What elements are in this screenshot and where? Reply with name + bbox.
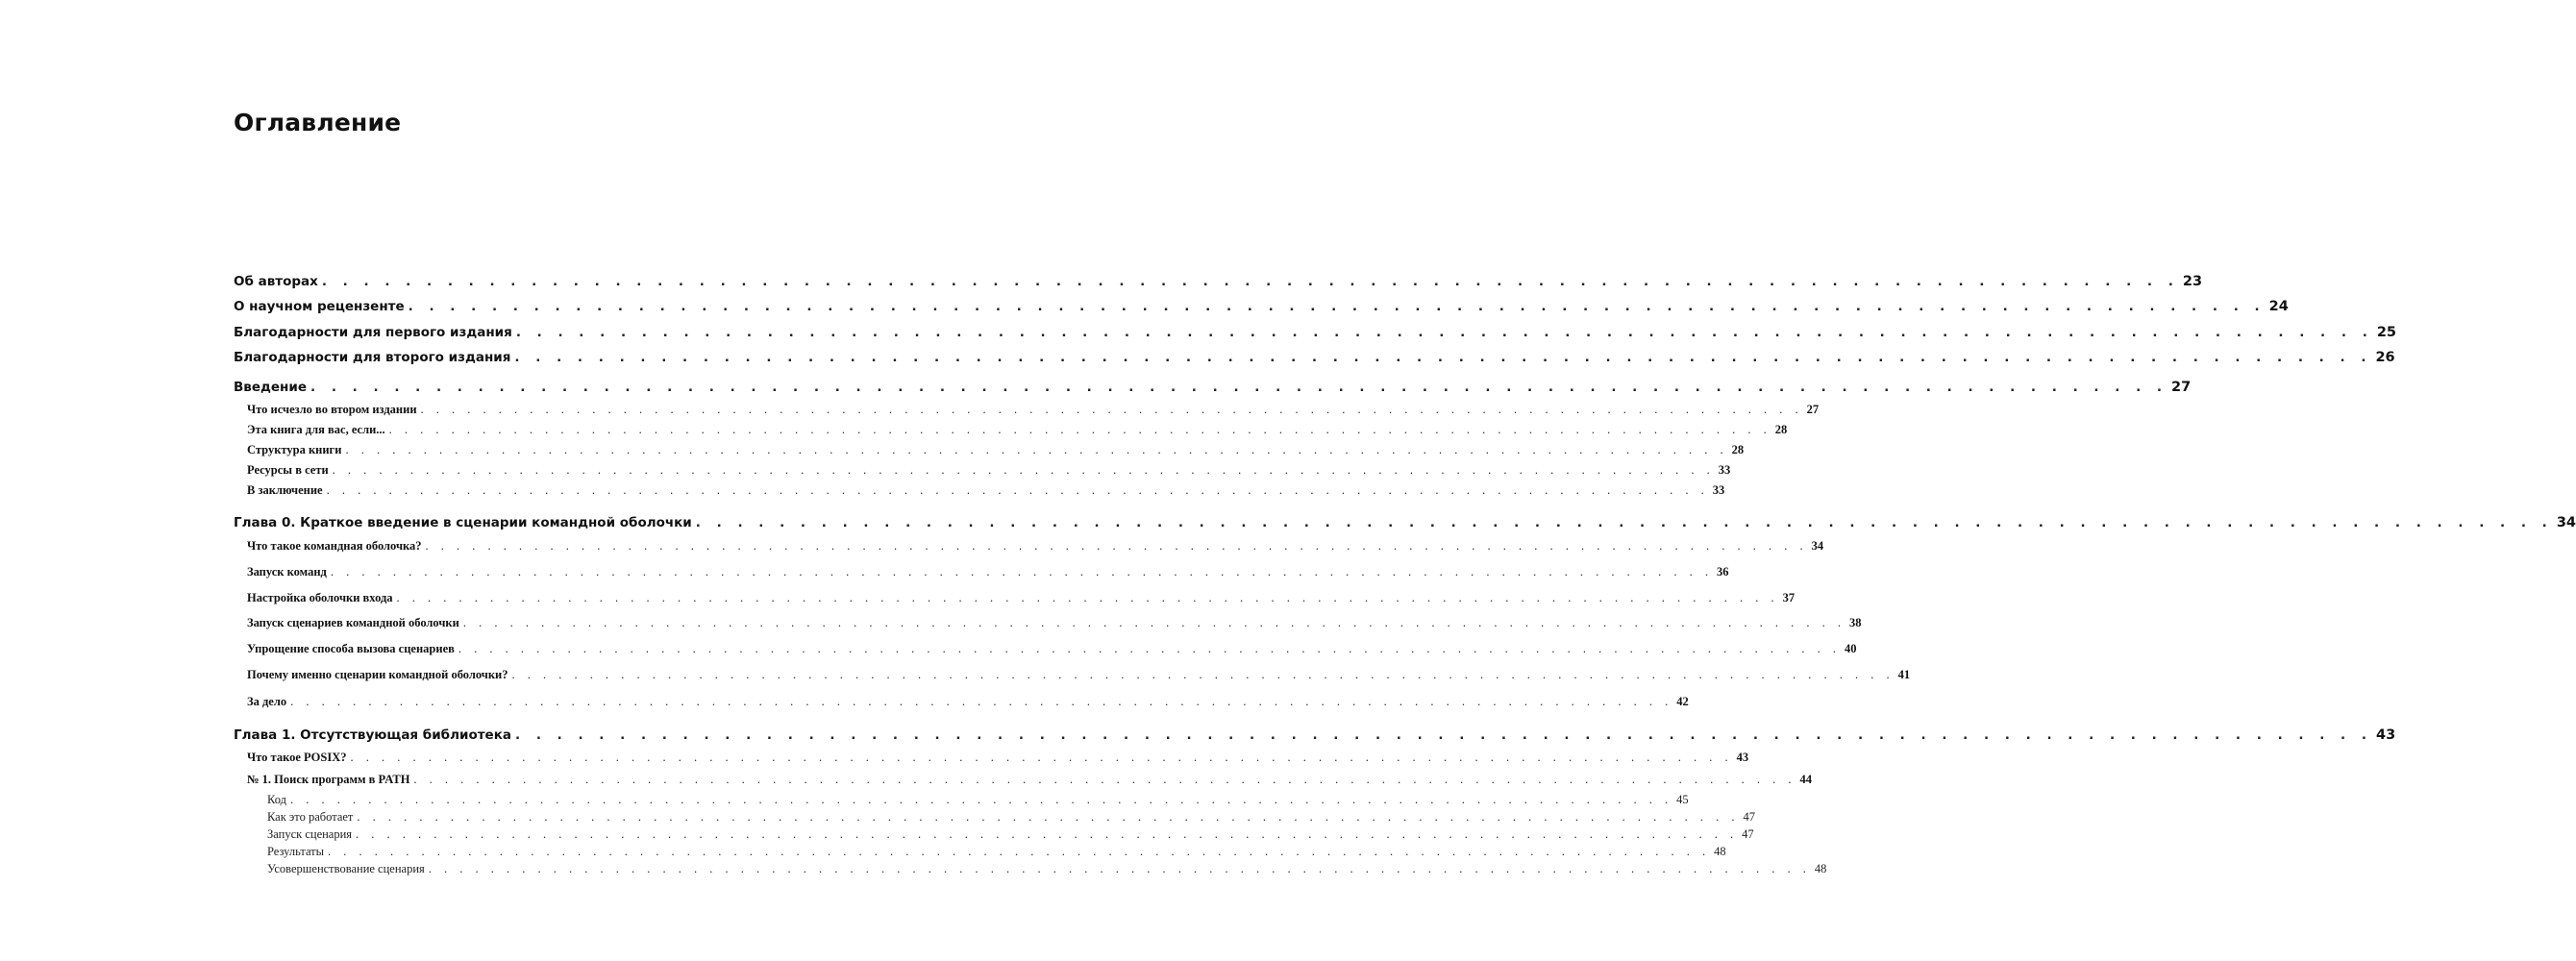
- toc-entry[interactable]: [247, 695, 1689, 709]
- toc-entry-page: 36: [1717, 565, 1729, 579]
- dot-leader: . . . . . . . . . . . . . . . . . . . . . . . . . . . . . . . . . . . . . . . . . . . . . . . . . . . . . . . . . . . . . . . . . . . . . . . . . . . . . . . . . . . . . . . . .: [408, 299, 2266, 314]
- toc-entry[interactable]: [247, 483, 1725, 498]
- toc-entry[interactable]: [234, 325, 2397, 340]
- toc-entry[interactable]: [267, 810, 1755, 825]
- toc-entry-label: Запуск сценариев командной оболочки: [247, 616, 459, 629]
- toc-entry-page: 48: [1714, 845, 1726, 858]
- dot-leader: . . . . . . . . . . . . . . . . . . . . . . . . . . . . . . . . . . . . . . . . . . . . . . . . . . . . . . . . . . . . . . . . . . . . . . . . . . . . . . . . . . . . . . . . .: [458, 642, 1842, 655]
- toc-entry-page: 24: [2268, 299, 2289, 314]
- page-title: Оглавление: [234, 109, 402, 136]
- toc-entry-page: 23: [2182, 274, 2203, 289]
- toc-entry[interactable]: [247, 539, 1824, 554]
- toc-entry[interactable]: [247, 751, 1749, 765]
- toc-entry-page: 47: [1743, 810, 1755, 824]
- toc-entry-page: 38: [1848, 616, 1862, 629]
- toc-entry-label: Эта книга для вас, если...: [247, 423, 385, 436]
- dot-leader: . . . . . . . . . . . . . . . . . . . . . . . . . . . . . . . . . . . . . . . . . . . . . . . . . . . . . . . . . . . . . . . . . . . . . . . . . . . . . . . . . . . . . . . . .: [345, 443, 1728, 456]
- toc-entry-label: Почему именно сценарии командной оболочки?: [247, 668, 508, 681]
- toc-entry-page: 28: [1774, 423, 1788, 436]
- toc-entry-page: 44: [1799, 773, 1813, 786]
- dot-leader: . . . . . . . . . . . . . . . . . . . . . . . . . . . . . . . . . . . . . . . . . . . . . . . . . . . . . . . . . . . . . . . . . . . . . . . . . . . . . . . . . . . . . . . . .: [356, 827, 1739, 841]
- toc-entry-label: Упрощение способа вызова сценариев: [247, 642, 455, 655]
- toc-entry-label: Как это работает: [267, 810, 354, 824]
- toc-entry[interactable]: [267, 793, 1689, 807]
- toc-entry[interactable]: [247, 642, 1857, 656]
- toc-entry-label: Об авторах: [234, 274, 318, 289]
- toc-entry-label: Что такое POSIX?: [247, 751, 347, 764]
- toc-entry[interactable]: [234, 299, 2289, 314]
- toc-entry-label: Настройка оболочки входа: [247, 591, 393, 604]
- toc-entry[interactable]: [247, 463, 1731, 478]
- toc-entry-page: 41: [1897, 668, 1911, 681]
- dot-leader: . . . . . . . . . . . . . . . . . . . . . . . . . . . . . . . . . . . . . . . . . . . . . . . . . . . . . . . . . . . . . . . . . . . . . . . . . . . . . . . . . . . . . . . . .: [413, 773, 1796, 786]
- toc-entry[interactable]: [234, 727, 2396, 743]
- toc-entry-label: В заключение: [247, 483, 323, 497]
- toc-entry-label: Структура книги: [247, 443, 342, 456]
- toc-entry-label: Введение: [234, 380, 307, 395]
- toc-entry-label: Глава 0. Краткое введение в сценарии командной оболочки: [234, 515, 692, 530]
- toc-entry[interactable]: [247, 591, 1796, 605]
- toc-entry-page: 43: [2376, 727, 2396, 743]
- dot-leader: . . . . . . . . . . . . . . . . . . . . . . . . . . . . . . . . . . . . . . . . . . . . . . . . . . . . . . . . . . . . . . . . . . . . . . . . . . . . . . . . . . . . . . . . .: [511, 668, 1895, 681]
- dot-leader: . . . . . . . . . . . . . . . . . . . . . . . . . . . . . . . . . . . . . . . . . . . . . . . . . . . . . . . . . . . . . . . . . . . . . . . . . . . . . . . . . . . . . . . . .: [357, 810, 1740, 824]
- toc-entry[interactable]: [234, 380, 2192, 395]
- toc-entry-label: Результаты: [267, 845, 325, 858]
- toc-entry-page: 45: [1676, 793, 1689, 806]
- toc-entry-label: Благодарности для второго издания: [234, 350, 511, 365]
- toc-entry-page: 34: [2556, 515, 2576, 530]
- toc-entry-label: Код: [267, 793, 286, 806]
- toc-entry-label: Запуск сценария: [267, 827, 353, 841]
- toc-entry-label: За дело: [247, 695, 287, 708]
- toc-entry[interactable]: [234, 350, 2395, 365]
- toc-entry-page: 34: [1811, 539, 1824, 553]
- toc-entry-label: Что такое командная оболочка?: [247, 539, 422, 553]
- toc-entry[interactable]: [247, 565, 1729, 579]
- dot-leader: . . . . . . . . . . . . . . . . . . . . . . . . . . . . . . . . . . . . . . . . . . . . . . . . . . . . . . . . . . . . . . . . . . . . . . . . . . . . . . . . . . . . . . . . .: [350, 751, 1733, 764]
- toc-entry[interactable]: [267, 862, 1827, 876]
- toc-entry[interactable]: [267, 845, 1726, 859]
- toc-entry-page: 48: [1814, 862, 1827, 875]
- dot-leader: . . . . . . . . . . . . . . . . . . . . . . . . . . . . . . . . . . . . . . . . . . . . . . . . . . . . . . . . . . . . . . . . . . . . . . . . . . . . . . . . . . . . . . . . .: [514, 727, 2373, 743]
- dot-leader: . . . . . . . . . . . . . . . . . . . . . . . . . . . . . . . . . . . . . . . . . . . . . . . . . . . . . . . . . . . . . . . . . . . . . . . . . . . . . . . . . . . . . . . . .: [332, 463, 1715, 477]
- toc-entry[interactable]: [247, 668, 1911, 682]
- toc-entry-label: О научном рецензенте: [234, 299, 405, 314]
- dot-leader: . . . . . . . . . . . . . . . . . . . . . . . . . . . . . . . . . . . . . . . . . . . . . . . . . . . . . . . . . . . . . . . . . . . . . . . . . . . . . . . . . . . . . . . . .: [321, 274, 2179, 289]
- dot-leader: . . . . . . . . . . . . . . . . . . . . . . . . . . . . . . . . . . . . . . . . . . . . . . . . . . . . . . . . . . . . . . . . . . . . . . . . . . . . . . . . . . . . . . . . .: [328, 845, 1711, 858]
- toc-entry-label: № 1. Поиск программ в PATH: [247, 773, 410, 786]
- dot-leader: . . . . . . . . . . . . . . . . . . . . . . . . . . . . . . . . . . . . . . . . . . . . . . . . . . . . . . . . . . . . . . . . . . . . . . . . . . . . . . . . . . . . . . . . .: [515, 325, 2373, 340]
- toc-entry-page: 27: [1806, 403, 1820, 416]
- toc-entry-label: Усовершенствование сценария: [267, 862, 425, 875]
- toc-entry-label: Благодарности для первого издания: [234, 325, 512, 340]
- toc-entry-label: Глава 1. Отсутствующая библиотека: [234, 727, 511, 743]
- dot-leader: . . . . . . . . . . . . . . . . . . . . . . . . . . . . . . . . . . . . . . . . . . . . . . . . . . . . . . . . . . . . . . . . . . . . . . . . . . . . . . . . . . . . . . . . .: [428, 862, 1811, 875]
- dot-leader: . . . . . . . . . . . . . . . . . . . . . . . . . . . . . . . . . . . . . . . . . . . . . . . . . . . . . . . . . . . . . . . . . . . . . . . . . . . . . . . . . . . . . . . . .: [330, 565, 1714, 579]
- dot-leader: . . . . . . . . . . . . . . . . . . . . . . . . . . . . . . . . . . . . . . . . . . . . . . . . . . . . . . . . . . . . . . . . . . . . . . . . . . . . . . . . . . . . . . . . .: [695, 515, 2553, 530]
- toc-entry[interactable]: [234, 515, 2576, 530]
- toc-entry-label: Запуск команд: [247, 565, 327, 579]
- toc-entry-page: 33: [1718, 463, 1731, 477]
- toc-entry-label: Что исчезло во втором издании: [247, 403, 417, 416]
- toc-entry-label: Ресурсы в сети: [247, 463, 329, 477]
- toc-entry[interactable]: [267, 827, 1754, 842]
- toc-entry-page: 28: [1731, 443, 1745, 456]
- dot-leader: . . . . . . . . . . . . . . . . . . . . . . . . . . . . . . . . . . . . . . . . . . . . . . . . . . . . . . . . . . . . . . . . . . . . . . . . . . . . . . . . . . . . . . . . .: [289, 793, 1673, 806]
- toc-entry-page: 43: [1736, 751, 1749, 764]
- dot-leader: . . . . . . . . . . . . . . . . . . . . . . . . . . . . . . . . . . . . . . . . . . . . . . . . . . . . . . . . . . . . . . . . . . . . . . . . . . . . . . . . . . . . . . . . .: [290, 695, 1673, 708]
- toc-entry-page: 33: [1712, 483, 1725, 497]
- toc-entry[interactable]: [247, 423, 1788, 437]
- toc-entry-page: 25: [2376, 325, 2397, 340]
- toc-entry-page: 40: [1845, 642, 1857, 655]
- dot-leader: . . . . . . . . . . . . . . . . . . . . . . . . . . . . . . . . . . . . . . . . . . . . . . . . . . . . . . . . . . . . . . . . . . . . . . . . . . . . . . . . . . . . . . . . .: [396, 591, 1779, 604]
- dot-leader: . . . . . . . . . . . . . . . . . . . . . . . . . . . . . . . . . . . . . . . . . . . . . . . . . . . . . . . . . . . . . . . . . . . . . . . . . . . . . . . . . . . . . . . . .: [425, 539, 1808, 553]
- toc-entry-page: 26: [2375, 350, 2395, 365]
- dot-leader: . . . . . . . . . . . . . . . . . . . . . . . . . . . . . . . . . . . . . . . . . . . . . . . . . . . . . . . . . . . . . . . . . . . . . . . . . . . . . . . . . . . . . . . . .: [514, 350, 2372, 365]
- toc-entry[interactable]: [247, 616, 1862, 630]
- toc-entry-page: 42: [1676, 695, 1689, 708]
- toc-entry[interactable]: [234, 274, 2203, 289]
- toc-entry[interactable]: [247, 443, 1745, 457]
- toc-entry[interactable]: [247, 403, 1820, 417]
- dot-leader: . . . . . . . . . . . . . . . . . . . . . . . . . . . . . . . . . . . . . . . . . . . . . . . . . . . . . . . . . . . . . . . . . . . . . . . . . . . . . . . . . . . . . . . . .: [326, 483, 1709, 497]
- dot-leader: . . . . . . . . . . . . . . . . . . . . . . . . . . . . . . . . . . . . . . . . . . . . . . . . . . . . . . . . . . . . . . . . . . . . . . . . . . . . . . . . . . . . . . . . .: [388, 423, 1771, 436]
- toc-entry-page: 37: [1782, 591, 1796, 604]
- dot-leader: . . . . . . . . . . . . . . . . . . . . . . . . . . . . . . . . . . . . . . . . . . . . . . . . . . . . . . . . . . . . . . . . . . . . . . . . . . . . . . . . . . . . . . . . .: [462, 616, 1845, 629]
- dot-leader: . . . . . . . . . . . . . . . . . . . . . . . . . . . . . . . . . . . . . . . . . . . . . . . . . . . . . . . . . . . . . . . . . . . . . . . . . . . . . . . . . . . . . . . . .: [420, 403, 1803, 416]
- toc-entry-page: 27: [2171, 380, 2192, 395]
- toc-entry[interactable]: [247, 773, 1813, 787]
- dot-leader: . . . . . . . . . . . . . . . . . . . . . . . . . . . . . . . . . . . . . . . . . . . . . . . . . . . . . . . . . . . . . . . . . . . . . . . . . . . . . . . . . . . . . . . . .: [310, 380, 2168, 395]
- toc-entry-page: 47: [1742, 827, 1754, 841]
